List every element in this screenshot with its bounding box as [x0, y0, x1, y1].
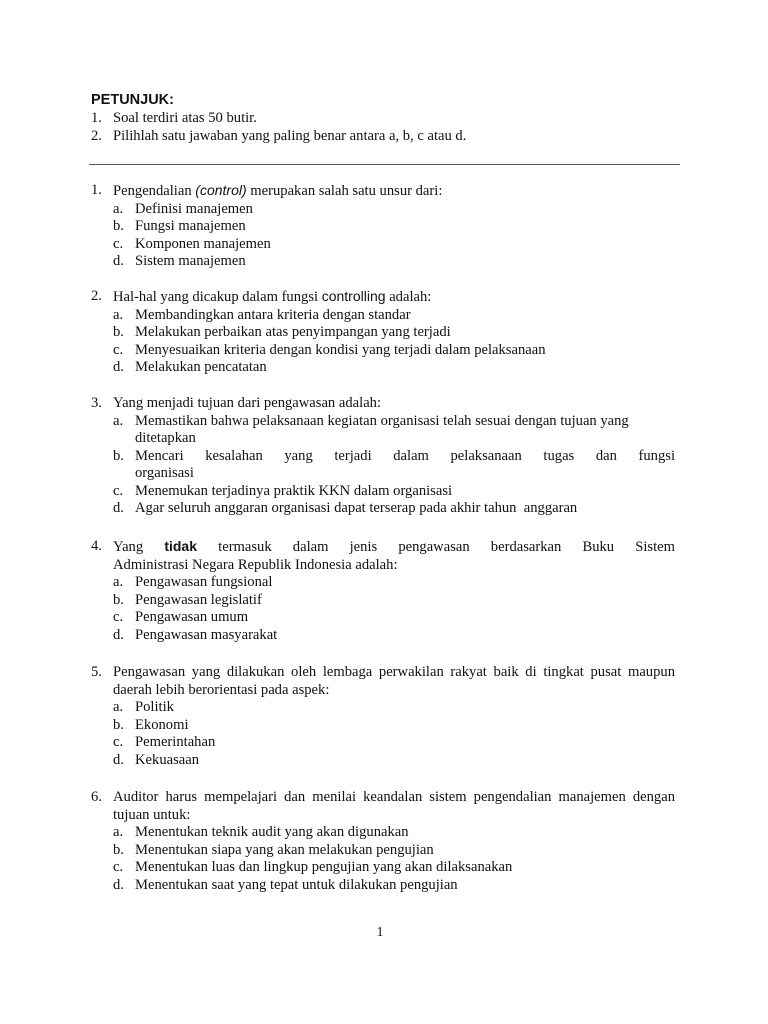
option-letter: d. [113, 876, 124, 893]
question-stem [91, 182, 675, 201]
option-b [91, 218, 675, 236]
question-1 [91, 182, 675, 271]
option-a [91, 307, 675, 325]
option-letter: b. [113, 447, 124, 464]
option-a [91, 413, 675, 448]
option-text: Menyesuaikan kriteria dengan kondisi yang terjadi dalam pelaksanaan [135, 341, 546, 358]
option-text: Definisi manajemen [135, 200, 253, 217]
option-letter: d. [113, 500, 124, 516]
option-text: Pengawasan legislatif [135, 591, 262, 608]
option-letter: a. [113, 699, 124, 715]
option-text: Pengawasan fungsional [135, 574, 273, 590]
option-c [91, 859, 675, 877]
stem-text: Pengendalian [113, 183, 196, 199]
question-number: 4. [91, 538, 102, 554]
stem-text: Yang menjadi tujuan dari pengawasan adalah: [113, 395, 382, 411]
stem-text: Yang [113, 539, 165, 555]
option-text: Fungsi manajemen [135, 218, 246, 234]
option-letter: c. [113, 734, 124, 750]
question-number: 1. [91, 182, 102, 198]
stem-text-line: tujuan untuk: [113, 806, 191, 823]
option-text: Pemerintahan [135, 734, 216, 750]
option-text: Melakukan pencatatan [135, 359, 267, 375]
option-letter: d. [113, 626, 124, 643]
option-letter: a. [113, 306, 124, 323]
option-letter: c. [113, 341, 124, 358]
question-stem [91, 288, 675, 307]
option-c [91, 342, 675, 360]
option-letter: b. [113, 716, 124, 733]
option-letter: b. [113, 591, 124, 608]
option-letter: b. [113, 841, 124, 858]
option-letter: c. [113, 235, 124, 252]
stem-text: Hal-hal yang dicakup dalam fungsi [113, 289, 322, 305]
option-d [91, 752, 675, 770]
option-c [91, 236, 675, 254]
option-c [91, 734, 675, 752]
option-letter: b. [113, 324, 124, 340]
option-a [91, 699, 675, 717]
instruction-number: 2. [91, 128, 102, 144]
option-b [91, 717, 675, 735]
stem-text: termasuk dalam jenis pengawasan berdasarkan Buku Sistem [197, 539, 675, 555]
option-text: Melakukan perbaikan atas penyimpangan yang terjadi [135, 324, 451, 340]
option-d [91, 253, 675, 271]
question-stem [91, 664, 675, 699]
instructions-list [91, 109, 691, 145]
question-5 [91, 664, 675, 769]
stem-emphasis: (control) [195, 182, 247, 198]
option-text: Menemukan terjadinya praktik KKN dalam organisasi [135, 482, 453, 499]
option-c [91, 483, 675, 501]
option-text: Politik [135, 699, 174, 715]
option-text-line: Mencari kesalahan yang terjadi dalam pelaksanaan tugas dan fungsi [135, 447, 675, 464]
option-text-line: organisasi [135, 465, 194, 481]
question-number: 5. [91, 664, 102, 680]
question-stem [91, 789, 675, 824]
option-a [91, 824, 675, 842]
option-letter: a. [113, 574, 124, 590]
instruction-text: Pilihlah satu jawaban yang paling benar antara a, b, c atau d. [113, 128, 467, 144]
option-text: Menentukan siapa yang akan melakukan pengujian [135, 841, 434, 858]
option-b [91, 324, 675, 342]
instruction-item [91, 109, 691, 127]
option-a [91, 201, 675, 219]
option-text: Menentukan teknik audit yang akan digunakan [135, 824, 409, 840]
option-text: Membandingkan antara kriteria dengan standar [135, 306, 411, 323]
option-letter: d. [113, 751, 124, 768]
stem-text-line: Pengawasan yang dilakukan oleh lembaga perwakilan rakyat baik di tingkat pusat maupun [113, 664, 675, 680]
option-d [91, 627, 675, 645]
instructions-heading: PETUNJUK: [91, 92, 174, 108]
option-letter: c. [113, 482, 124, 499]
stem-text: merupakan salah satu unsur dari: [246, 183, 443, 199]
option-letter: a. [113, 824, 124, 840]
stem-text-line: daerah lebih berorientasi pada aspek: [113, 681, 330, 698]
instruction-text: Soal terdiri atas 50 butir. [113, 110, 257, 126]
option-text: Menentukan luas dan lingkup pengujian yang akan dilaksanakan [135, 859, 513, 875]
option-letter: a. [113, 412, 124, 429]
question-stem [91, 538, 675, 574]
option-text: Komponen manajemen [135, 235, 271, 252]
option-b [91, 448, 675, 483]
option-text: Menentukan saat yang tepat untuk dilakukan pengujian [135, 876, 458, 893]
option-d [91, 877, 675, 895]
option-letter: a. [113, 200, 124, 217]
option-letter: d. [113, 253, 124, 269]
question-number: 2. [91, 288, 102, 304]
question-number: 6. [91, 789, 102, 805]
question-3 [91, 395, 675, 518]
question-2 [91, 288, 675, 377]
option-text: Kekuasaan [135, 751, 200, 768]
question-stem [91, 395, 675, 413]
option-letter: c. [113, 609, 124, 625]
option-text: Pengawasan masyarakat [135, 626, 278, 643]
stem-emphasis: controlling [321, 288, 386, 304]
stem-text-line: Auditor harus mempelajari dan menilai keandalan sistem pengendalian manajemen dengan [113, 789, 675, 805]
question-4 [91, 538, 675, 644]
stem-emphasis: tidak [164, 538, 197, 554]
divider-line [89, 164, 680, 165]
option-text: Agar seluruh anggaran organisasi dapat terserap pada akhir tahun anggaran [135, 500, 578, 516]
option-text: Sistem manajemen [135, 253, 246, 269]
question-number: 3. [91, 395, 102, 411]
option-letter: b. [113, 218, 124, 234]
option-text: Pengawasan umum [135, 609, 249, 625]
option-letter: c. [113, 859, 124, 875]
option-letter: d. [113, 359, 124, 375]
option-text: Ekonomi [135, 716, 189, 733]
instruction-item [91, 127, 691, 145]
instruction-number: 1. [91, 110, 102, 126]
page-number: 1 [376, 925, 384, 940]
question-6 [91, 789, 675, 894]
option-text: Memastikan bahwa pelaksanaan kegiatan organisasi telah sesuai dengan tujuan yang ditetapkan [135, 412, 629, 446]
option-b [91, 842, 675, 860]
option-d [91, 500, 675, 518]
option-d [91, 359, 675, 377]
stem-text-line: Administrasi Negara Republik Indonesia adalah: [113, 556, 398, 573]
option-c [91, 609, 675, 627]
option-b [91, 592, 675, 610]
option-a [91, 574, 675, 592]
stem-text: adalah: [385, 289, 432, 305]
